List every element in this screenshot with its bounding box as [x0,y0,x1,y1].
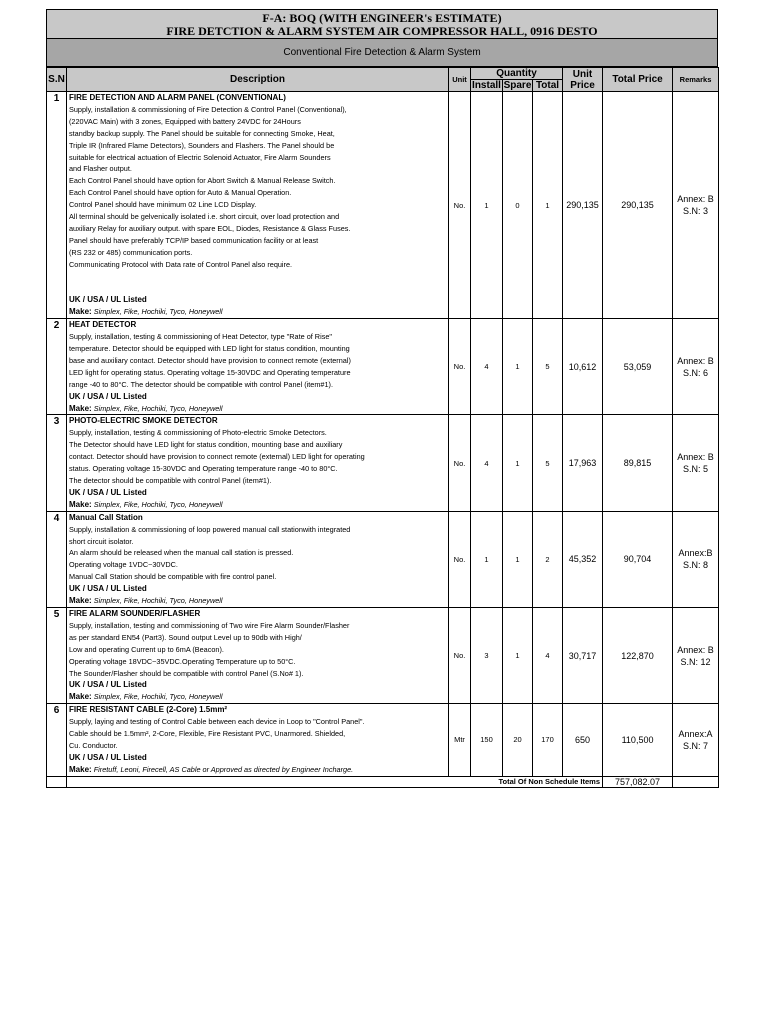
item-make [69,595,448,607]
col-total: Total [533,80,563,92]
item-spec-line: and Flasher output. [69,164,132,174]
item-description [67,319,449,415]
item-remarks [673,704,719,776]
item-spec-line: as per standard EN54 (Part3). Sound output Level up to 90db with High/ [69,632,302,642]
remarks-annex: Annex: B [677,452,714,463]
col-remarks: Remarks [673,68,719,92]
item-spec-line: Triple IR (Infrared Flame Detectors), Sounders and Flashers. The Panel should be [69,140,335,150]
item-make [69,403,448,415]
col-description: Description [67,68,449,92]
item-heading: FIRE DETECTION AND ALARM PANEL (CONVENTIONAL) [69,93,286,102]
item-spec-line: The Sounder/Flasher should be compatible with control Panel (S.No# 1). [69,668,304,678]
item-unit-price: 290,135 [563,92,603,319]
item-heading: FIRE RESISTANT CABLE (2-Core) 1.5mm² [69,705,228,715]
table-row [47,607,719,703]
item-unit-price: 45,352 [563,511,603,607]
item-make [69,306,448,318]
col-total-price: Total Price [603,68,673,92]
remarks-annex: Annex: B [677,355,714,366]
item-total: 170 [533,704,563,776]
item-listing: UK / USA / UL Listed [69,487,147,497]
item-spec-line: temperature. Detector should be equipped with LED light for status condition, mounting [69,344,350,354]
item-spec-line: Supply, installation & commissioning of Fire Detection & Control Panel (Conventional), [69,104,347,114]
item-sn: 2 [47,319,67,415]
item-listing: UK / USA / UL Listed [69,584,147,594]
item-install: 1 [471,511,503,607]
item-unit-price: 10,612 [563,319,603,415]
item-spec-line: auxiliary Relay for auxiliary output. with spare EOL, Diodes, Resistance & Glass Fuses. [69,223,351,233]
item-listing: UK / USA / UL Listed [69,295,147,305]
table-row [47,511,719,607]
item-total: 1 [533,92,563,319]
item-spec-line: Supply, laying and testing of Control Cable between each device in Loop to "Control Panel". [69,717,365,727]
item-heading: PHOTO-ELECTRIC SMOKE DETECTOR [69,416,218,426]
remarks-sn: S.N: 7 [683,740,709,751]
item-unit: Mtr [449,704,471,776]
make-label: Make: [69,499,92,509]
item-remarks [673,607,719,703]
remarks-sn: S.N: 8 [683,560,709,571]
item-listing: UK / USA / UL Listed [69,391,147,401]
item-description [67,92,449,319]
table-row [47,319,719,415]
item-sn: 1 [47,92,67,319]
item-spec-line: suitable for electrical actuation of Electric Solenoid Actuator, Fire Alarm Sounders [69,152,331,162]
item-description [67,704,449,776]
item-spec-line: short circuit isolator. [69,536,134,546]
item-unit: No. [449,319,471,415]
item-spec-line: Operating voltage 18VDC~35VDC.Operating Temperature up to 50°C. [69,656,296,666]
item-spec-line: (220VAC Main) with 3 zones, Equipped with battery 24VDC for 24Hours [69,116,301,126]
remarks-annex: Annex:A [678,728,713,739]
item-spare: 1 [503,511,533,607]
item-spec-line: The Detector should have LED light for status condition, mounting base and auxiliary [69,440,343,450]
item-spec-line: status. Operating voltage 15-30VDC and Operating temperature range -40 to 80°C. [69,464,338,474]
item-install: 1 [471,92,503,319]
item-remarks [673,415,719,511]
item-sn: 5 [47,607,67,703]
item-install: 4 [471,319,503,415]
item-unit: No. [449,415,471,511]
item-spare: 0 [503,92,533,319]
item-remarks [673,511,719,607]
remarks-sn: S.N: 5 [683,464,709,475]
title-block [46,9,718,39]
item-spare: 20 [503,704,533,776]
item-spec-line: range -40 to 80°C. The detector should be compatible with control Panel (item#1). [69,379,333,389]
item-spare: 1 [503,415,533,511]
item-spec-line: Cable should be 1.5mm², 2-Core, Flexible, Fire Resistant PVC, Unarmored. Shielded, [69,729,346,739]
item-description [67,607,449,703]
item-spec-line: Each Control Panel should have option for Auto & Manual Operation. [69,188,292,198]
boq-sheet [46,9,718,788]
grand-total-value: 757,082.07 [603,776,673,787]
item-heading: HEAT DETECTOR [69,320,137,330]
item-unit-price: 650 [563,704,603,776]
item-spec-line: Each Control Panel should have option for Abort Switch & Manual Release Switch. [69,176,336,186]
item-spec-line [69,283,448,295]
item-spec-line: Panel should have preferably TCP/IP based communication facility or at least [69,235,319,245]
item-spec-line [69,271,448,283]
item-unit: No. [449,607,471,703]
item-unit-price: 17,963 [563,415,603,511]
item-total: 4 [533,607,563,703]
subtitle: Conventional Fire Detection & Alarm System [46,39,718,67]
item-install: 4 [471,415,503,511]
item-unit-price: 30,717 [563,607,603,703]
col-unit-price: Unit Price [563,68,603,92]
item-spec-line: contact. Detector should have provision to connect remote (external) LED light for operating [69,452,365,462]
remarks-annex: Annex: B [677,644,714,655]
make-brands: Simplex, Fike, Hochiki, Tyco, Honeywell [91,692,223,702]
item-description [67,511,449,607]
make-brands: Simplex, Fike, Hochiki, Tyco, Honeywell [91,307,223,317]
col-quantity: Quantity [471,68,563,80]
item-total-price: 90,704 [603,511,673,607]
item-unit: No. [449,92,471,319]
item-total-price: 110,500 [603,704,673,776]
item-spec-line: Supply, installation, testing & commissioning of Heat Detector, type "Rate of Rise" [69,332,332,342]
item-spec-line: (RS 232 or 485) communication ports. [69,247,193,257]
item-total: 2 [533,511,563,607]
item-spare: 1 [503,319,533,415]
item-heading: Manual Call Station [69,512,143,522]
item-remarks [673,92,719,319]
item-total-price: 290,135 [603,92,673,319]
item-sn: 4 [47,511,67,607]
table-row [47,704,719,776]
remarks-annex: Annex: B [677,194,714,205]
title-line-1: F-A: BOQ (WITH ENGINEER's ESTIMATE) [262,11,502,25]
item-spec-line: Communicating Protocol with Data rate of Control Panel also require. [69,259,293,269]
make-label: Make: [69,764,92,774]
item-spec-line: Manual Call Station should be compatible with fire control panel. [69,572,277,582]
make-brands: Firetuff, Leoni, Firecell, AS Cable or Approved as directed by Engineer Incharge. [91,764,354,774]
item-description [67,415,449,511]
make-label: Make: [69,596,92,606]
remarks-sn: S.N: 12 [680,656,711,667]
col-unit: Unit [449,68,471,92]
grand-total-label: Total Of Non Schedule Items [67,776,603,787]
item-spec-line: The detector should be compatible with control Panel (item#1). [69,476,272,485]
item-install: 3 [471,607,503,703]
title-line-2: FIRE DETCTION & ALARM SYSTEM AIR COMPRESSOR HALL, 0916 DESTO [166,24,598,38]
item-unit: No. [449,511,471,607]
make-label: Make: [69,403,92,413]
item-spec-line: Operating voltage 1VDC~30VDC. [69,560,178,570]
col-sn: S.N [47,68,67,92]
item-make [69,499,448,511]
grand-total-row [47,776,719,787]
col-install: Install [472,80,501,91]
item-listing: UK / USA / UL Listed [69,752,147,762]
remarks-annex: Annex:B [678,548,713,559]
item-spec-line: Control Panel should have minimum 02 Line LCD Display. [69,200,257,210]
item-spec-line: Low and operating Current up to 6mA (Beacon). [69,644,224,654]
make-brands: Simplex, Fike, Hochiki, Tyco, Honeywell [91,403,223,413]
item-make [69,764,448,776]
item-total: 5 [533,319,563,415]
item-spec-line: standby backup supply. The Panel should be suitable for connecting Smoke, Heat, [69,128,335,138]
item-spec-line: Cu. Conductor. [69,740,118,750]
boq-table [46,67,719,788]
item-spare: 1 [503,607,533,703]
make-label: Make: [69,692,92,702]
item-spec-line: Supply, installation, testing & commissioning of Photo-electric Smoke Detectors. [69,428,327,438]
item-total-price: 89,815 [603,415,673,511]
table-row [47,92,719,319]
make-brands: Simplex, Fike, Hochiki, Tyco, Honeywell [91,596,223,606]
item-heading: FIRE ALARM SOUNDER/FLASHER [69,608,201,618]
item-make [69,691,448,703]
col-spare: Spare [503,80,532,91]
item-listing: UK / USA / UL Listed [69,680,147,690]
item-total-price: 122,870 [603,607,673,703]
item-spec-line: base and auxiliary contact. Detector should have provision to connect remote (external) [69,355,351,365]
remarks-sn: S.N: 3 [683,206,709,217]
remarks-sn: S.N: 6 [683,367,709,378]
table-row [47,415,719,511]
make-label: Make: [69,307,92,317]
item-spec-line: All terminal should be gelvenically isolated i.e. short circuit, over load protection and [69,212,340,222]
item-install: 150 [471,704,503,776]
item-remarks [673,319,719,415]
item-sn: 6 [47,704,67,776]
item-spec-line: An alarm should be released when the manual call station is pressed. [69,548,294,558]
item-spec-line: Supply, installation & commissioning of loop powered manual call stationwith integrated [69,524,351,534]
item-total-price: 53,059 [603,319,673,415]
item-spec-line: LED light for operating status. Operating voltage 15-30VDC and Operating temperature [69,367,351,377]
item-total: 5 [533,415,563,511]
item-spec-line: Supply, installation, testing and commissioning of Two wire Fire Alarm Sounder/Flasher [69,620,350,630]
item-sn: 3 [47,415,67,511]
make-brands: Simplex, Fike, Hochiki, Tyco, Honeywell [91,499,223,509]
